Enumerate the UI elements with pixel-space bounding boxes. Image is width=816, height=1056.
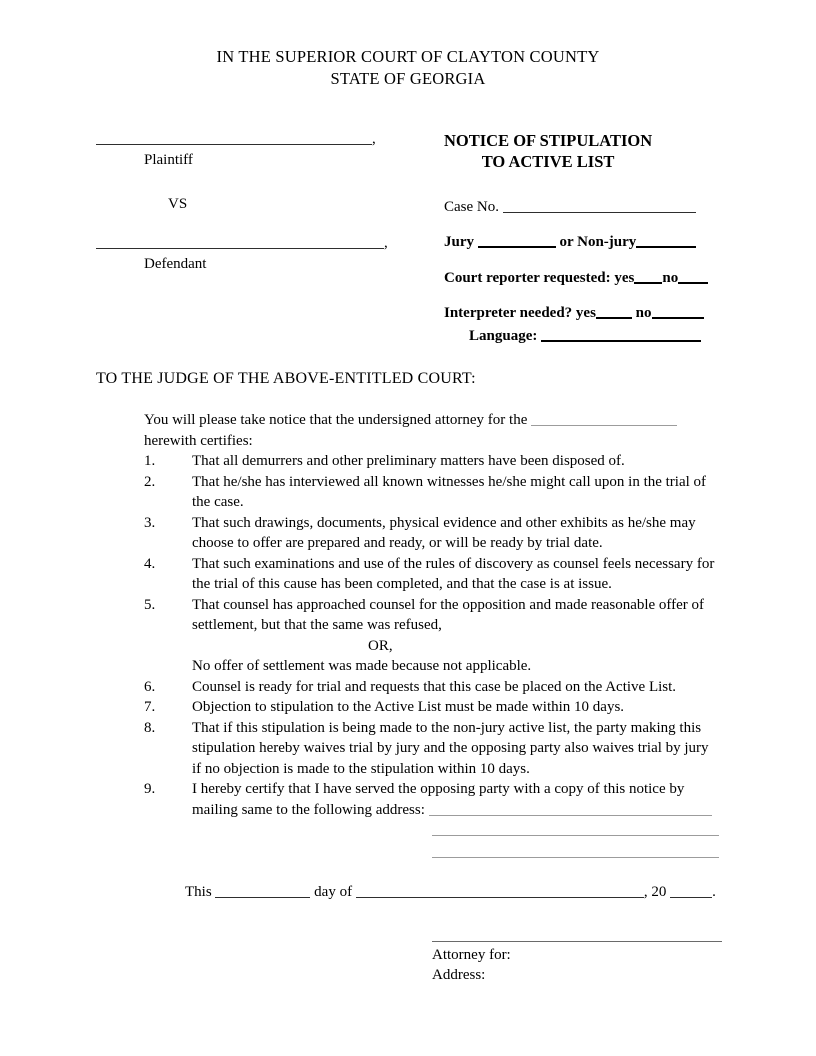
address-blank-1	[429, 815, 712, 816]
interpreter-no-label: no	[635, 305, 652, 321]
interpreter-row	[444, 303, 720, 323]
item-text: That he/she has interviewed all known witnesses he/she might call upon in the trial of the case.	[192, 473, 707, 510]
date-year-blank	[670, 897, 712, 898]
intro-paragraph	[144, 410, 720, 451]
item-number: 8.	[144, 719, 156, 736]
plaintiff-name-line	[96, 130, 408, 150]
item-text: That counsel has approached counsel for the opposition and made reasonable offer of settlement, but that the same was refused,	[192, 596, 705, 633]
year-prefix: , 20	[643, 884, 667, 900]
address-label: Address:	[432, 967, 486, 983]
attorney-for-blank	[531, 425, 677, 426]
item-text: That if this stipulation is being made to the non-jury active list, the party making this stipulation hereby waives trial by jury and the opposing party also waives trial by jury if no objection is made to the stipulation within 10 days.	[192, 719, 709, 777]
defendant-name-blank	[96, 248, 384, 249]
case-no-row	[444, 197, 720, 217]
date-month-blank	[356, 897, 644, 898]
address-line-2	[432, 820, 720, 842]
address-blank-3	[432, 857, 719, 858]
case-no-label: Case No.	[444, 199, 499, 215]
item-number: 1.	[144, 453, 156, 469]
list-item-8	[144, 718, 720, 780]
plaintiff-name-blank	[96, 144, 372, 145]
item-text-line1: I hereby certify that I have served the opposing party with a copy of this notice by	[192, 781, 685, 797]
item-number: 7.	[144, 699, 156, 715]
item-text: Objection to stipulation to the Active List must be made within 10 days.	[192, 699, 625, 715]
notice-title-line2: TO ACTIVE LIST	[481, 152, 615, 171]
address-line-3	[432, 842, 720, 864]
list-item-7	[144, 697, 720, 718]
jury-blank	[478, 246, 556, 248]
language-row	[444, 326, 720, 346]
list-item-3	[144, 513, 720, 554]
list-item-4	[144, 554, 720, 595]
date-line	[185, 882, 720, 903]
interpreter-yes-blank	[596, 317, 632, 319]
list-item-5	[144, 595, 720, 636]
plaintiff-comma: ,	[372, 131, 376, 147]
parties-column	[96, 130, 408, 346]
item-number: 4.	[144, 555, 156, 572]
this-label: This	[185, 884, 212, 900]
certification-list	[144, 451, 720, 863]
notice-title	[444, 130, 652, 172]
item-text-line2: mailing same to the following address:	[192, 801, 425, 818]
date-day-blank	[215, 897, 310, 898]
state-name: STATE OF GEORGIA	[330, 69, 486, 88]
list-item-1	[144, 451, 720, 472]
item-number: 9.	[144, 781, 156, 797]
court-name: IN THE SUPERIOR COURT OF CLAYTON COUNTY	[216, 47, 600, 66]
item-number: 2.	[144, 473, 156, 490]
court-reporter-yes-blank	[634, 282, 662, 284]
court-reporter-label: Court reporter requested: yes	[444, 270, 635, 286]
list-item-9	[144, 779, 720, 863]
interpreter-no-blank	[652, 317, 704, 319]
notice-title-line1: NOTICE OF STIPULATION	[444, 131, 653, 150]
item-text	[192, 779, 720, 863]
or-separator: OR,	[368, 637, 393, 654]
day-of-label: day of	[314, 884, 353, 900]
defendant-comma: ,	[384, 235, 388, 251]
intro-certifies: herewith certifies:	[144, 432, 253, 449]
court-reporter-row	[444, 268, 720, 288]
interpreter-label: Interpreter needed? yes	[444, 305, 596, 321]
signature-block	[432, 941, 722, 985]
list-item-6	[144, 677, 720, 698]
vs-label: VS	[168, 196, 188, 212]
document-header	[96, 46, 720, 90]
attorney-for-label: Attorney for:	[432, 947, 511, 963]
item-number: 5.	[144, 596, 156, 613]
plaintiff-label: Plaintiff	[144, 152, 193, 168]
item-number: 3.	[144, 514, 156, 531]
language-label: Language:	[469, 328, 538, 344]
case-caption	[96, 130, 720, 346]
intro-text: You will please take notice that the undersigned attorney for the	[144, 412, 528, 428]
nonjury-label: or Non-jury	[559, 234, 637, 250]
nonjury-blank	[636, 246, 696, 248]
jury-label: Jury	[444, 234, 474, 250]
defendant-label: Defendant	[144, 256, 207, 272]
language-blank	[541, 340, 701, 342]
item-text: Counsel is ready for trial and requests that this case be placed on the Active List.	[192, 678, 677, 695]
judge-heading: TO THE JUDGE OF THE ABOVE-ENTITLED COURT:	[96, 370, 476, 387]
defendant-name-line	[96, 234, 408, 254]
item-text: That all demurrers and other preliminary matters have been disposed of.	[192, 453, 625, 469]
court-reporter-no-blank	[678, 282, 708, 284]
date-period: .	[712, 884, 716, 900]
address-blank-2	[432, 835, 719, 836]
case-no-blank	[503, 212, 696, 213]
item-text: That such drawings, documents, physical evidence and other exhibits as he/she may choose to offer are prepared and ready, or will be ready by trial date.	[192, 514, 696, 551]
item-text: That such examinations and use of the rules of discovery as counsel feels necessary for the trial of this cause has been completed, and that the case is at issue.	[192, 555, 715, 592]
court-reporter-no-label: no	[662, 270, 679, 286]
no-offer-line: No offer of settlement was made because not applicable.	[192, 658, 532, 674]
notice-column	[444, 130, 720, 346]
jury-row	[444, 232, 720, 252]
list-item-2	[144, 472, 720, 513]
item-number: 6.	[144, 678, 156, 695]
